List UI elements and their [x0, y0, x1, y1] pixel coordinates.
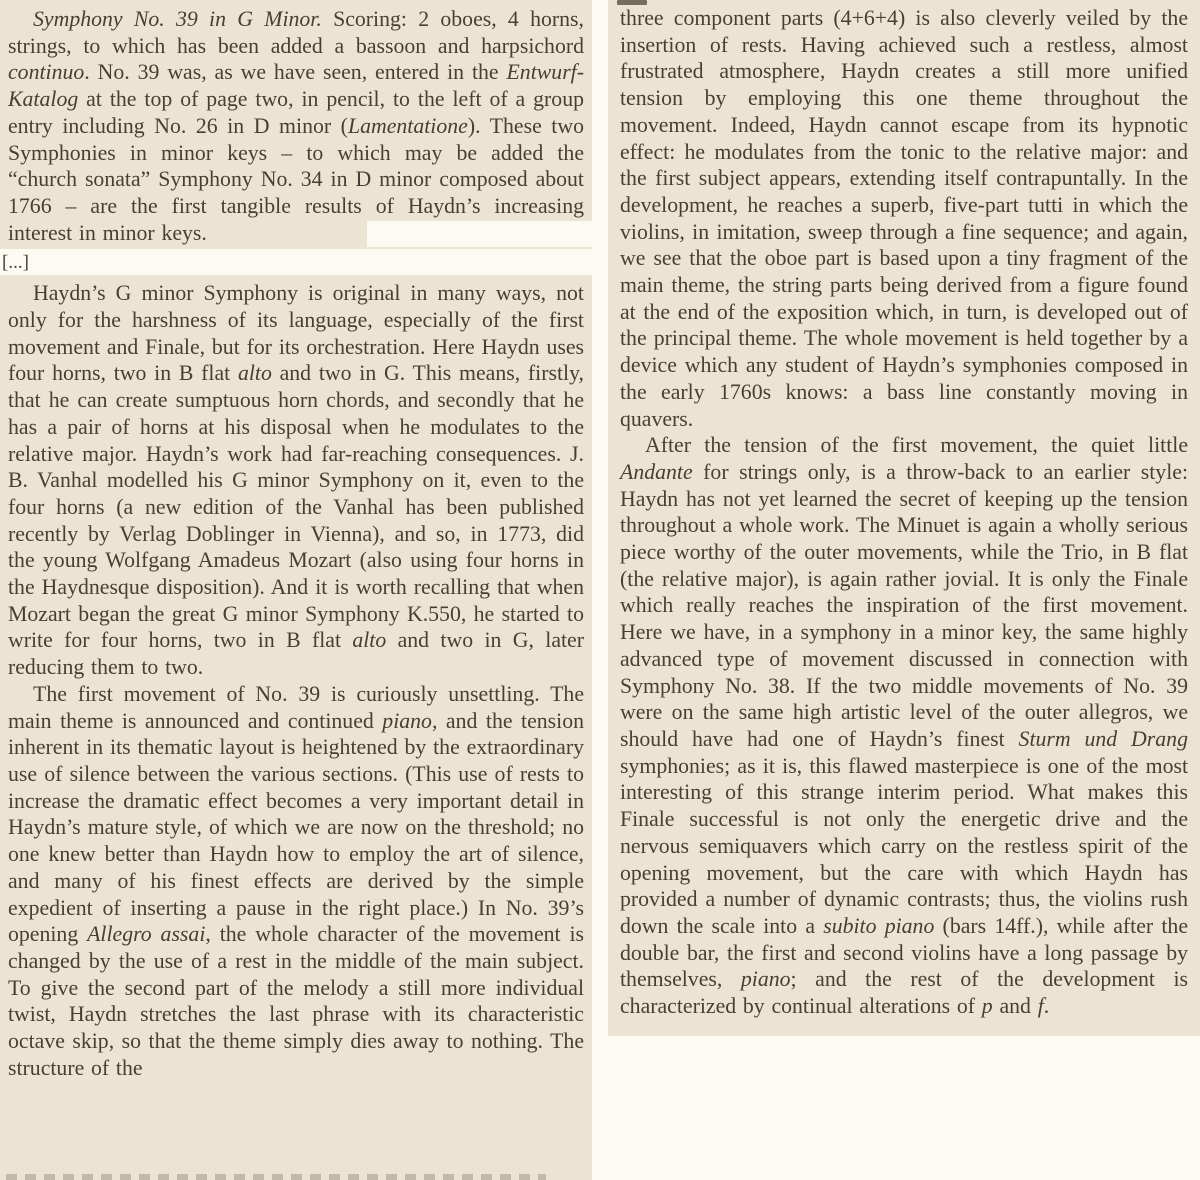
paragraph-scoring-intro: Symphony No. 39 in G Minor. Scoring: 2 oboes, 4 horns, strings, to which has been added a bassoon and harpsichord continuo. No. 39 was, as we have seen, entered in the Entwurf-Katalog at the top of page two, in pencil, to the left of a group entry including No. 26 in D minor (Lamentatione). These two Symphonies in minor keys – to which may be added the “church sonata” Symphony No. 34 in D minor composed about 1766 – are the first tangible results of Haydn’s increasing interest in minor keys.: [8, 7, 585, 245]
paragraph-first-movement: The first movement of No. 39 is curiously unsettling. The main theme is announced and continued piano, and the tension inherent in its thematic layout is heightened by the extraordinary use of silence between the various sections. (This use of rests to increase the dramatic effect becomes a very important detail in Haydn’s mature style, of which we are now on the threshold; no one knew better than Haydn how to employ the art of silence, and many of his finest effects are derived by the simple expedient of inserting a pause in the right place.) In No. 39’s opening Allegro assai, the whole character of the movement is changed by the use of a rest in the middle of the main subject. To give the second part of the melody a still more individual twist, Haydn stretches the last phrase with its characteristic octave skip, so that the theme simply dies away to nothing. The structure of the: [8, 681, 585, 1080]
left-column: [0, 0, 592, 1180]
scan-snippet-left-body: [0, 275, 592, 1180]
scan-artifact-clipped-line-bottom: [6, 1174, 546, 1180]
paragraph-other-movements: After the tension of the first movement, the quiet little Andante for strings only, is a throw-back to an earlier style: Haydn has not yet learned the secret of keeping up the tension throughout a whole work. The Minuet is again a wholly serious piece worthy of the outer movements, while the Trio, in B flat (the relative major), is again rather jovial. It is only the Finale which really reaches the inspiration of the first movement. Here we have, in a symphony in a minor key, the same highly advanced type of movement discussed in connection with Symphony No. 38. If the two middle movements of No. 39 were on the same high artistic level of the outer allegros, we should have had one of Haydn’s finest Sturm und Drang symphonies; as it is, this flawed masterpiece is one of the most interesting of this strange interim period. What makes this Finale successful is not only the energetic drive and the nervous semiquavers which carry on the restless spirit of the opening movement, but the care with which Haydn has provided a number of dynamic contrasts; thus, the violins rush down the scale into a subito piano (bars 14ff.), while after the double bar, the first and second violins have a long passage by themselves, piano; and the rest of the development is characterized by continual alterations of p and f.: [620, 433, 1188, 1019]
scan-snippet-intro: [0, 0, 592, 249]
scan-artifact-clipped-line-top: [617, 0, 647, 5]
paragraph-first-movement-continuation: three component parts (4+6+4) is also cleverly veiled by the insertion of rests. Having achieved such a restless, almost frustrated atmosphere, Haydn creates a still more unified tension by employing this one theme throughout the movement. Indeed, Haydn cannot escape from its hypnotic effect: he modulates from the tonic to the relative major: and the first subject appears, extending itself contrapuntally. In the development, he reaches a superb, five-part tutti in which the violins, in imitation, sweep through a fine sequence; and again, we see that the oboe part is based upon a tiny fragment of the main theme, the string parts being derived from a figure found at the end of the exposition which, in turn, is developed out of the principal theme. The whole movement is held together by a device which any student of Haydn’s symphonies composed in the early 1760s knows: a bass line constantly moving in quavers.: [620, 6, 1188, 431]
scan-snippet-right-body: [608, 0, 1200, 1036]
right-column: [608, 0, 1200, 1036]
paragraph-orchestration: Haydn’s G minor Symphony is original in many ways, not only for the harshness of its language, especially of the first movement and Finale, but for its orchestration. Here Haydn uses four horns, two in B flat alto and two in G. This means, firstly, that he can create sumptuous horn chords, and secondly that he has a pair of horns at his disposal when he modulates to the relative major. Haydn’s work had far-reaching consequences. J. B. Vanhal modelled his G minor Symphony on it, even to the four horns (a new edition of the Vanhal has been published recently by Verlag Doblinger in Vienna), and so, in 1773, did the young Wolfgang Amadeus Mozart (also using four horns in the Haydnesque disposition). And it is worth recalling that when Mozart began the great G minor Symphony K.550, he started to write for four horns, two in B flat alto and two in G, later reducing them to two.: [8, 281, 585, 680]
paper-edge-cutout: [367, 221, 592, 247]
omission-marker: [...]: [0, 249, 592, 275]
